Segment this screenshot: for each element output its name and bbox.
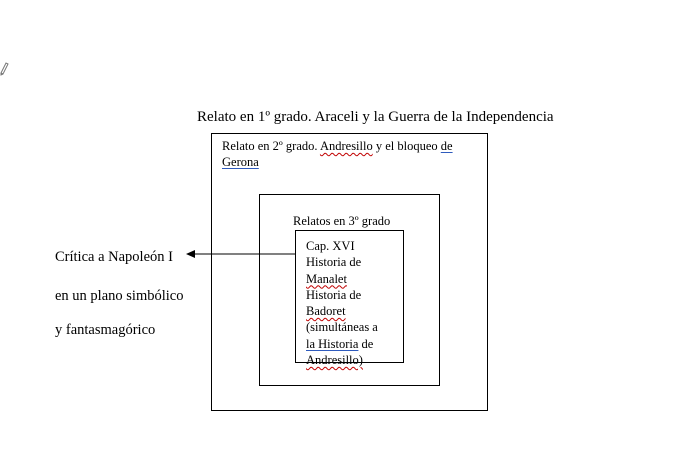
level3-line-andresillo: Andresillo) <box>306 353 363 368</box>
level3-line-simultaneas: (simultáneas a <box>306 320 378 335</box>
level3-line-la-historia: la Historia <box>306 336 359 351</box>
level2-title-gerona: Gerona <box>222 155 259 169</box>
level2-title-mid: y el bloqueo <box>372 139 441 153</box>
note-line2: en un plano simbólico <box>55 288 184 304</box>
pencil-icon <box>0 60 10 76</box>
note-line3: y fantasmagórico <box>55 322 156 338</box>
arrow-head-icon <box>186 250 195 258</box>
level2-title-andresillo: Andresillo <box>319 139 373 153</box>
level3-line-cap: Cap. XVI <box>306 239 355 253</box>
level2-title-prefix: Relato en 2º grado. <box>222 139 320 153</box>
level3-line-de: de <box>358 336 374 351</box>
arrow-connector <box>180 246 300 262</box>
level3-title: Relatos en 3º grado <box>293 214 391 228</box>
level2-title-de: de <box>440 139 453 153</box>
note-line1: Crítica a Napoleón I <box>55 249 173 265</box>
level3-line-manalet: Manalet <box>306 271 347 286</box>
level3-line-historia2: Historia de <box>306 287 362 302</box>
level3-content <box>306 238 378 368</box>
level3-line-badoret: Badoret <box>306 304 346 319</box>
level2-title-line1 <box>222 140 453 153</box>
level1-title: Relato en 1º grado. Araceli y la Guerra de la Independencia <box>197 109 554 125</box>
level3-line-historia1: Historia de <box>306 255 362 270</box>
level2-title-line2 <box>222 156 259 169</box>
